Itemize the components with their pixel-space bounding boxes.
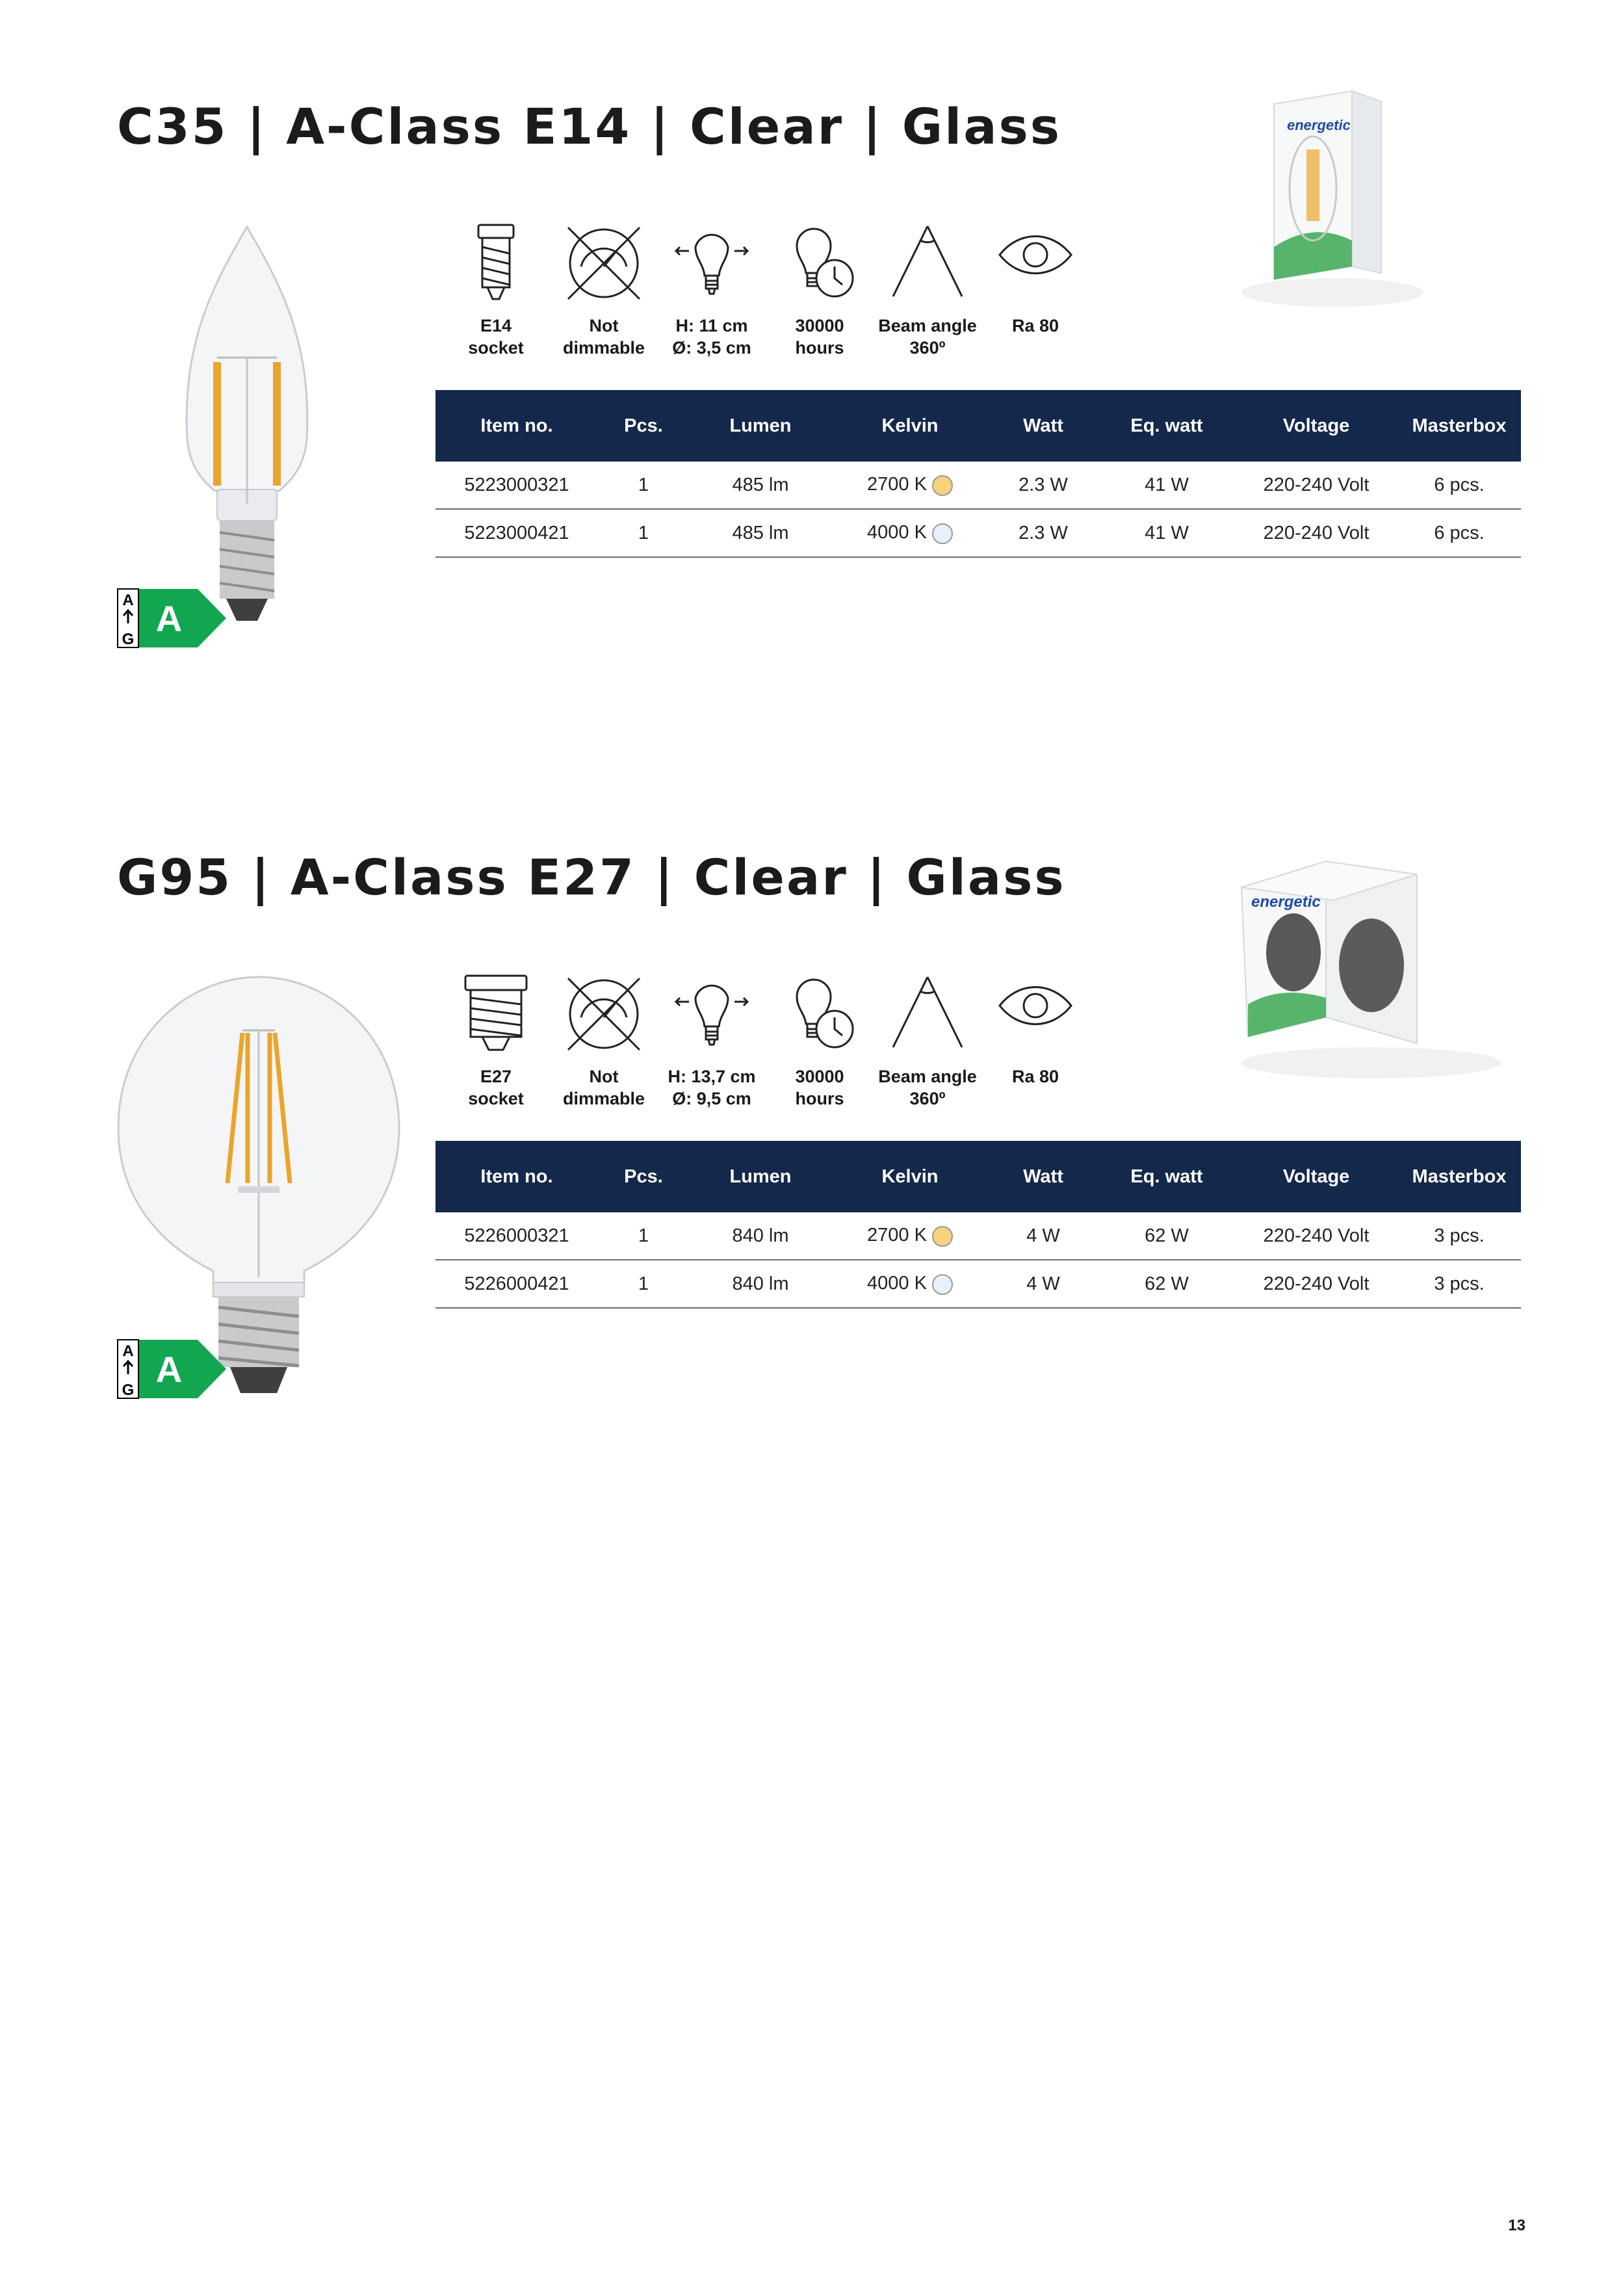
energy-class-label <box>117 588 227 648</box>
cell-watt: 4 W <box>988 1212 1098 1260</box>
feature-socket <box>442 221 550 359</box>
package-brand-text: energetic <box>1287 117 1351 133</box>
feature-dimmable <box>550 972 658 1110</box>
column-header-kelvin: Kelvin <box>832 1141 988 1212</box>
beam-angle-icon <box>885 972 970 1056</box>
energy-scale-bottom: G <box>122 631 135 648</box>
cell-lumen: 840 lm <box>689 1212 832 1260</box>
cell-kelvin <box>832 1212 988 1260</box>
e27-socket-icon <box>454 972 538 1056</box>
cool-light-dot-icon <box>932 523 953 544</box>
cell-eq-watt: 62 W <box>1098 1212 1235 1260</box>
cell-voltage: 220-240 Volt <box>1235 1260 1397 1308</box>
feature-lifetime <box>766 221 874 359</box>
cell-masterbox: 6 pcs. <box>1397 462 1521 509</box>
energy-grade: A <box>155 1349 183 1390</box>
table-row <box>435 509 1521 557</box>
table-row <box>435 1260 1521 1308</box>
cell-masterbox: 6 pcs. <box>1397 509 1521 557</box>
spec-table <box>435 1141 1521 1309</box>
feature-line2: hours <box>795 1089 844 1108</box>
globe-bulb-image <box>116 972 402 1401</box>
lifetime-icon <box>777 221 862 306</box>
feature-line1: 30000 <box>795 1067 844 1086</box>
cell-kelvin <box>832 509 988 557</box>
column-header-voltage: Voltage <box>1235 1141 1397 1212</box>
cell-lumen: 840 lm <box>689 1260 832 1308</box>
dimensions-icon <box>669 221 754 306</box>
feature-line1: Ra 80 <box>1011 316 1059 335</box>
cool-light-dot-icon <box>932 1274 953 1295</box>
cell-pcs: 1 <box>598 1260 689 1308</box>
kelvin-value: 4000 K <box>867 522 927 543</box>
column-header-eq-watt: Eq. watt <box>1098 390 1235 462</box>
cell-voltage: 220-240 Volt <box>1235 509 1397 557</box>
cell-voltage: 220-240 Volt <box>1235 462 1397 509</box>
kelvin-value: 2700 K <box>867 474 927 495</box>
package-image <box>1222 809 1521 1082</box>
cell-item-no: 5226000421 <box>435 1260 598 1308</box>
column-header-pcs: Pcs. <box>598 1141 689 1212</box>
page-number: 13 <box>1508 2217 1526 2234</box>
cell-watt: 4 W <box>988 1260 1098 1308</box>
feature-line2: socket <box>468 338 524 358</box>
feature-line1: H: 13,7 cm <box>668 1067 756 1086</box>
feature-line1: Not <box>589 1067 619 1086</box>
beam-angle-icon <box>885 221 970 306</box>
feature-line2: Ø: 9,5 cm <box>672 1089 751 1108</box>
feature-icons <box>442 972 1089 1110</box>
feature-line1: E14 <box>480 316 512 335</box>
column-header-voltage: Voltage <box>1235 390 1397 462</box>
feature-line2: dimmable <box>562 338 645 358</box>
feature-line1: Ra 80 <box>1011 1067 1059 1086</box>
energy-class-label <box>117 1339 227 1399</box>
column-header-lumen: Lumen <box>689 1141 832 1212</box>
cell-voltage: 220-240 Volt <box>1235 1212 1397 1260</box>
feature-line2: 360º <box>909 338 946 358</box>
product-title: G95 | A-Class E27 | Clear | Glass <box>117 848 1066 906</box>
cell-item-no: 5223000321 <box>435 462 598 509</box>
column-header-watt: Watt <box>988 1141 1098 1212</box>
column-header-masterbox: Masterbox <box>1397 390 1521 462</box>
package-brand-text: energetic <box>1251 893 1321 911</box>
table-row <box>435 1212 1521 1260</box>
column-header-eq-watt: Eq. watt <box>1098 1141 1235 1212</box>
column-header-lumen: Lumen <box>689 390 832 462</box>
feature-dimensions <box>658 221 766 359</box>
feature-color-rendering <box>981 972 1089 1110</box>
spec-table <box>435 390 1521 558</box>
cell-kelvin <box>832 1260 988 1308</box>
feature-beam-angle <box>874 221 981 359</box>
not-dimmable-icon <box>562 221 646 306</box>
cell-pcs: 1 <box>598 462 689 509</box>
feature-line2: hours <box>795 338 844 358</box>
column-header-kelvin: Kelvin <box>832 390 988 462</box>
feature-color-rendering <box>981 221 1089 359</box>
package-image <box>1235 78 1430 312</box>
table-header-row <box>435 1141 1521 1212</box>
cell-masterbox: 3 pcs. <box>1397 1260 1521 1308</box>
feature-lifetime <box>766 972 874 1110</box>
kelvin-value: 2700 K <box>867 1225 927 1246</box>
lifetime-icon <box>777 972 862 1056</box>
energy-grade: A <box>155 598 183 639</box>
feature-line1: Beam angle <box>878 1067 977 1086</box>
table-row <box>435 462 1521 509</box>
feature-line1: E27 <box>480 1067 512 1086</box>
warm-light-dot-icon <box>932 1226 953 1247</box>
column-header-item-no: Item no. <box>435 390 598 462</box>
cell-eq-watt: 41 W <box>1098 509 1235 557</box>
energy-scale-top: A <box>122 1342 134 1360</box>
energy-scale-bottom: G <box>122 1381 135 1399</box>
product-title: C35 | A-Class E14 | Clear | Glass <box>117 98 1061 155</box>
column-header-pcs: Pcs. <box>598 390 689 462</box>
cell-watt: 2.3 W <box>988 462 1098 509</box>
column-header-watt: Watt <box>988 390 1098 462</box>
cell-lumen: 485 lm <box>689 462 832 509</box>
cell-pcs: 1 <box>598 1212 689 1260</box>
kelvin-value: 4000 K <box>867 1273 927 1294</box>
eye-icon <box>993 972 1078 1056</box>
cell-item-no: 5223000421 <box>435 509 598 557</box>
cell-pcs: 1 <box>598 509 689 557</box>
cell-eq-watt: 62 W <box>1098 1260 1235 1308</box>
feature-dimmable <box>550 221 658 359</box>
feature-dimensions <box>658 972 766 1110</box>
feature-line2: Ø: 3,5 cm <box>672 338 751 358</box>
feature-line1: Not <box>589 316 619 335</box>
feature-line1: 30000 <box>795 316 844 335</box>
feature-socket <box>442 972 550 1110</box>
cell-eq-watt: 41 W <box>1098 462 1235 509</box>
eye-icon <box>993 221 1078 306</box>
cell-kelvin <box>832 462 988 509</box>
energy-scale-top: A <box>122 592 134 609</box>
feature-line1: H: 11 cm <box>675 316 748 335</box>
feature-beam-angle <box>874 972 981 1110</box>
cell-watt: 2.3 W <box>988 509 1098 557</box>
cell-lumen: 485 lm <box>689 509 832 557</box>
e14-socket-icon <box>454 221 538 306</box>
table-header-row <box>435 390 1521 462</box>
column-header-masterbox: Masterbox <box>1397 1141 1521 1212</box>
warm-light-dot-icon <box>932 475 953 496</box>
feature-line2: socket <box>468 1089 524 1108</box>
feature-line1: Beam angle <box>878 316 977 335</box>
cell-masterbox: 3 pcs. <box>1397 1212 1521 1260</box>
dimensions-icon <box>669 972 754 1056</box>
column-header-item-no: Item no. <box>435 1141 598 1212</box>
feature-line2: 360º <box>909 1089 946 1108</box>
not-dimmable-icon <box>562 972 646 1056</box>
feature-line2: dimmable <box>562 1089 645 1108</box>
feature-icons <box>442 221 1089 359</box>
cell-item-no: 5226000321 <box>435 1212 598 1260</box>
